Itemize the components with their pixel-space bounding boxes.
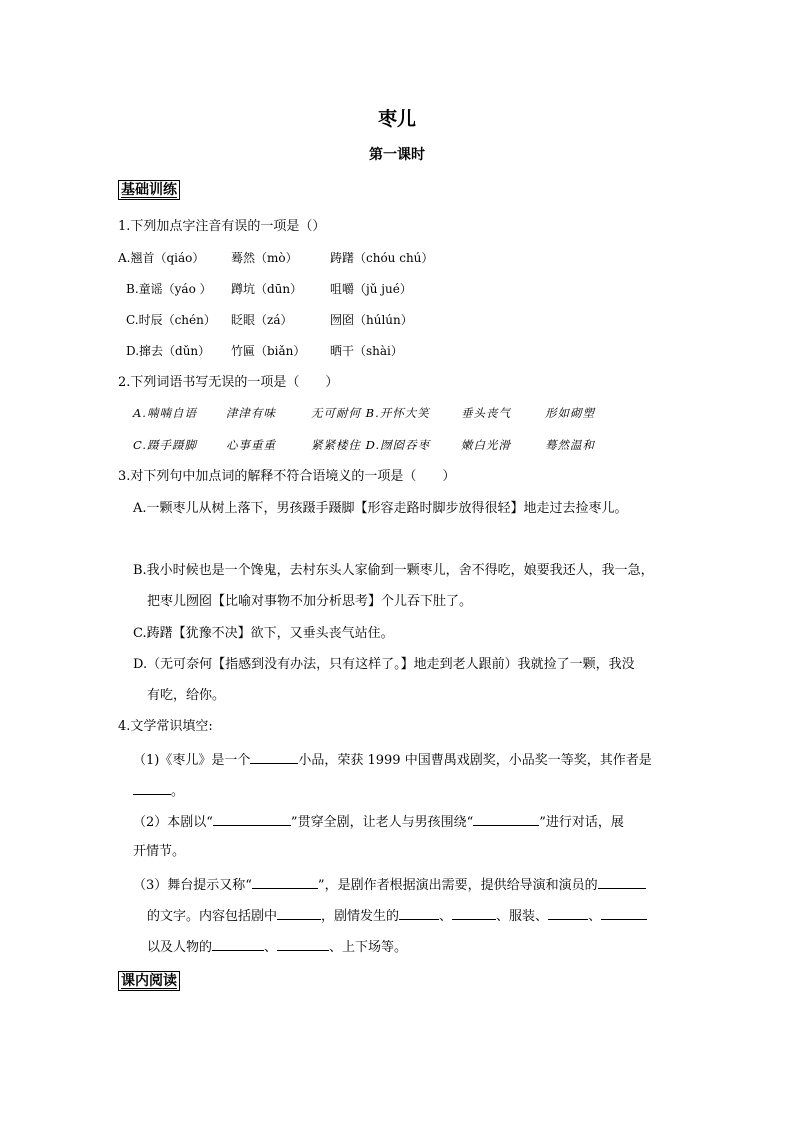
q1-option-c-2: 眨眼（zá）	[231, 313, 293, 327]
q4-part3-text-g: 、上下场等。	[329, 940, 408, 955]
q4-blank-author[interactable]	[133, 782, 171, 795]
q4-part3-text-b: ”，是剧作者根据演出需要，提供给导演和演员的	[317, 878, 598, 893]
q4-blank-action[interactable]	[212, 938, 264, 951]
q3-option-a: A.一颗枣儿从树上落下，男孩蹑手蹑脚【形容走路时脚步放得很轻】地走过去捡枣儿。	[133, 501, 628, 516]
q4-part2-text-a: （2）本剧以“	[133, 815, 213, 830]
q1-stem: 1.下列加点字注音有误的一项是（）	[118, 219, 326, 234]
q2-row1-item-2: 津津有味	[226, 406, 276, 420]
q4-blank-time[interactable]	[399, 907, 439, 920]
q4-blank-scenery[interactable]	[601, 907, 647, 920]
q4-part1-line2	[133, 782, 184, 800]
q4-blank-genre[interactable]	[250, 751, 298, 764]
q4-blank-place[interactable]	[452, 907, 496, 920]
q1-option-c-3: 囫囵（húlún）	[330, 313, 413, 327]
q2-row1-item-3: 无可耐何 B.开怀大笑	[311, 406, 430, 420]
q1-option-a-1: A.翘首（qiáo）	[118, 251, 205, 265]
section-header-basic: 基础训练	[118, 180, 180, 200]
q2-stem: 2.下列词语书写无误的一项是（ ）	[118, 375, 339, 390]
q4-part1-text-b: 小品，荣获 1999 中国曹禺戏剧奖，小品奖一等奖，其作者是	[298, 753, 652, 768]
q1-option-d-2: 竹匾（biǎn）	[231, 344, 306, 358]
q4-blank-characters[interactable]	[277, 907, 321, 920]
q4-stem: 4.文学常识填空:	[118, 719, 213, 734]
q3-option-d-line1: D.（无可奈何【指感到没有办法，只有这样了。】地走到老人跟前）我就捡了一颗，我没	[133, 657, 635, 672]
q1-option-c-1: C.时辰（chén）	[126, 313, 216, 327]
section-header-reading: 课内阅读	[118, 971, 180, 991]
q2-row2-item-2: 心事重重	[226, 438, 276, 452]
q2-row1-item-1: A.喃喃自语	[133, 406, 197, 420]
q2-row1-item-4: 垂头丧气	[461, 406, 511, 420]
q3-option-c: C.踌躇【犹豫不决】欲下，又垂头丧气站住。	[133, 626, 394, 641]
q3-stem: 3.对下列句中加点词的解释不符合语境义的一项是（ ）	[118, 469, 456, 484]
q3-option-b-line1: B.我小时候也是一个馋鬼，去村东头人家偷到一颗枣儿，舍不得吃，娘要我还人，我一急，	[133, 563, 654, 578]
q4-part2-line1	[133, 813, 624, 831]
q4-part2-line2: 开情节。	[133, 844, 186, 859]
page-subtitle: 第一课时	[369, 147, 425, 163]
q4-part3-line2	[147, 907, 647, 925]
q4-blank-purpose[interactable]	[598, 876, 646, 889]
q4-part2-text-c: ”进行对话，展	[539, 815, 624, 830]
q4-part1-text-c: 。	[171, 784, 185, 799]
q1-option-a-2: 蓦然（mò）	[231, 251, 298, 265]
q4-sep-2: 、	[588, 909, 602, 924]
q4-part3-text-c: 的文字。内容包括剧中	[147, 909, 278, 924]
q2-row2-item-4: 嫩白光滑	[461, 438, 511, 452]
q4-part3-text-f: 以及人物的	[147, 940, 213, 955]
q1-option-b-3: 咀嚼（jǔ jué）	[330, 282, 412, 296]
q1-option-a-3: 踌躇（chóu chú）	[330, 251, 434, 265]
q4-part3-line1	[133, 876, 646, 894]
q4-sep-3: 、	[264, 940, 278, 955]
q2-row2-item-1: C.蹑手蹑脚	[133, 438, 198, 452]
q2-row2-item-5: 蓦然温和	[545, 438, 595, 452]
q4-part1-text-a: （1)《枣儿》是一个	[133, 753, 251, 768]
q4-part1-line1	[133, 751, 652, 769]
q4-blank-alias[interactable]	[252, 876, 318, 889]
q4-part3-text-e: 、服装、	[496, 909, 549, 924]
q4-part3-line3	[147, 938, 407, 956]
q2-row2-item-3: 紧紧楼住 D.囫囵吞枣	[311, 438, 431, 452]
q4-part3-text-d: ，剧情发生的	[321, 909, 400, 924]
q1-option-d-1: D.撺去（dǔn）	[126, 344, 211, 358]
q1-option-b-1: B.童谣（yáo ）	[126, 282, 212, 296]
q4-blank-thread[interactable]	[213, 813, 291, 826]
q4-part3-text-a: （3）舞台提示又称“	[133, 878, 252, 893]
q2-row1-item-5: 形如砌塑	[545, 406, 595, 420]
q1-option-b-2: 蹲坑（dūn）	[231, 282, 303, 296]
q4-blank-expression[interactable]	[277, 938, 329, 951]
q3-option-b-line2: 把枣儿囫囵【比喻对事物不加分析思考】个儿吞下肚了。	[147, 594, 473, 609]
q1-option-d-3: 晒干（shài）	[330, 344, 403, 358]
q4-blank-topic[interactable]	[473, 813, 539, 826]
q4-blank-props[interactable]	[548, 907, 588, 920]
q4-sep-1: 、	[439, 909, 453, 924]
q3-option-d-line2: 有吃，给你。	[147, 688, 226, 703]
q4-part2-text-b: ”贯穿全剧，让老人与男孩围绕“	[290, 815, 474, 830]
page-title: 枣儿	[377, 108, 416, 130]
